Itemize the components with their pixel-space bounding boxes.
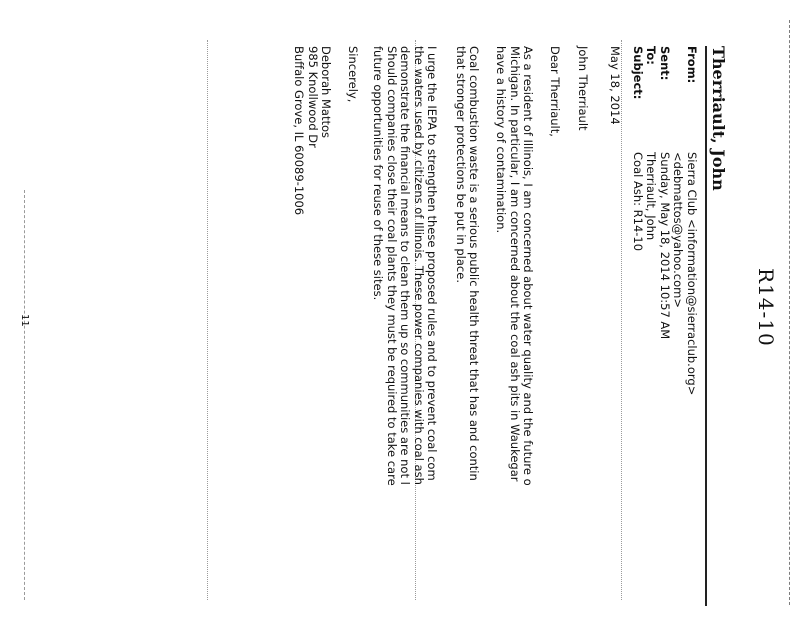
paragraph-line: the waters used by citizens of Illinois. These power companies with coal ash bbox=[411, 46, 426, 485]
meta-label: Sent: bbox=[658, 46, 672, 81]
meta-label bbox=[671, 46, 685, 152]
closing: Sincerely, bbox=[346, 46, 360, 103]
greeting: Dear Therriault, bbox=[548, 46, 562, 137]
letter-date: May 18, 2014 bbox=[608, 46, 622, 125]
signature-block bbox=[292, 46, 332, 215]
paragraph-line: Coal combustion waste is a serious public health threat that has and contin bbox=[467, 46, 481, 481]
paragraph-line: I urge the IEPA to strengthen these proposed rules and to prevent coal com bbox=[425, 46, 439, 481]
paragraph-line: As a resident of Illinois, I am concerned about water quality and the future o bbox=[521, 46, 535, 486]
email-header bbox=[631, 46, 699, 612]
scan-artifact-line bbox=[789, 20, 790, 605]
meta-value: Sunday, May 18, 2014 10:57 AM bbox=[658, 152, 672, 340]
paragraph-line: future opportunities for reuse of these sites. bbox=[371, 46, 386, 301]
meta-row-to bbox=[644, 46, 658, 612]
paragraph-line: demonstrate the financial means to clean them up so communities are not l bbox=[398, 46, 413, 485]
header-rule bbox=[705, 46, 707, 606]
meta-value: Coal Ash: R14-10 bbox=[631, 152, 645, 252]
meta-row-from-cont bbox=[671, 46, 685, 612]
meta-row-from bbox=[685, 46, 699, 612]
meta-label: From: bbox=[685, 46, 699, 84]
signature-city: Buffalo Grove, IL 60089-1006 bbox=[292, 46, 307, 216]
paragraph-3 bbox=[371, 46, 438, 618]
page-number: 11 bbox=[19, 314, 30, 327]
meta-value: Sierra Club <information@sierraclub.org> bbox=[685, 152, 699, 396]
scan-artifact-line bbox=[207, 40, 208, 600]
recipient-name: John Therriault bbox=[576, 46, 590, 131]
paragraph-line: that stronger protections be put in place. bbox=[453, 46, 468, 283]
meta-label: Subject: bbox=[631, 46, 645, 100]
scan-artifact-line bbox=[24, 190, 25, 600]
document-code: R14-10 bbox=[754, 268, 778, 347]
paragraph-2 bbox=[453, 46, 480, 618]
meta-value: <debmattos@yahoo.com> bbox=[671, 152, 686, 308]
sender-name: Therriault, John bbox=[709, 46, 728, 191]
signature-address: 985 Knollwood Dr bbox=[305, 46, 320, 148]
meta-row-sent bbox=[658, 46, 672, 612]
meta-row-subject bbox=[631, 46, 645, 612]
paragraph-line: Michigan. In particular, I am concerned about the coal ash pits in Waukegar bbox=[507, 46, 522, 482]
paragraph-1 bbox=[494, 46, 534, 618]
paragraph-line: Should companies close their coal plants they must be required to take care bbox=[384, 46, 399, 486]
signature-name: Deborah Mattos bbox=[319, 46, 333, 138]
meta-value: Therriault, John bbox=[644, 152, 659, 241]
paragraph-line: have a history of contamination. bbox=[494, 46, 509, 234]
meta-label: To: bbox=[644, 46, 659, 65]
